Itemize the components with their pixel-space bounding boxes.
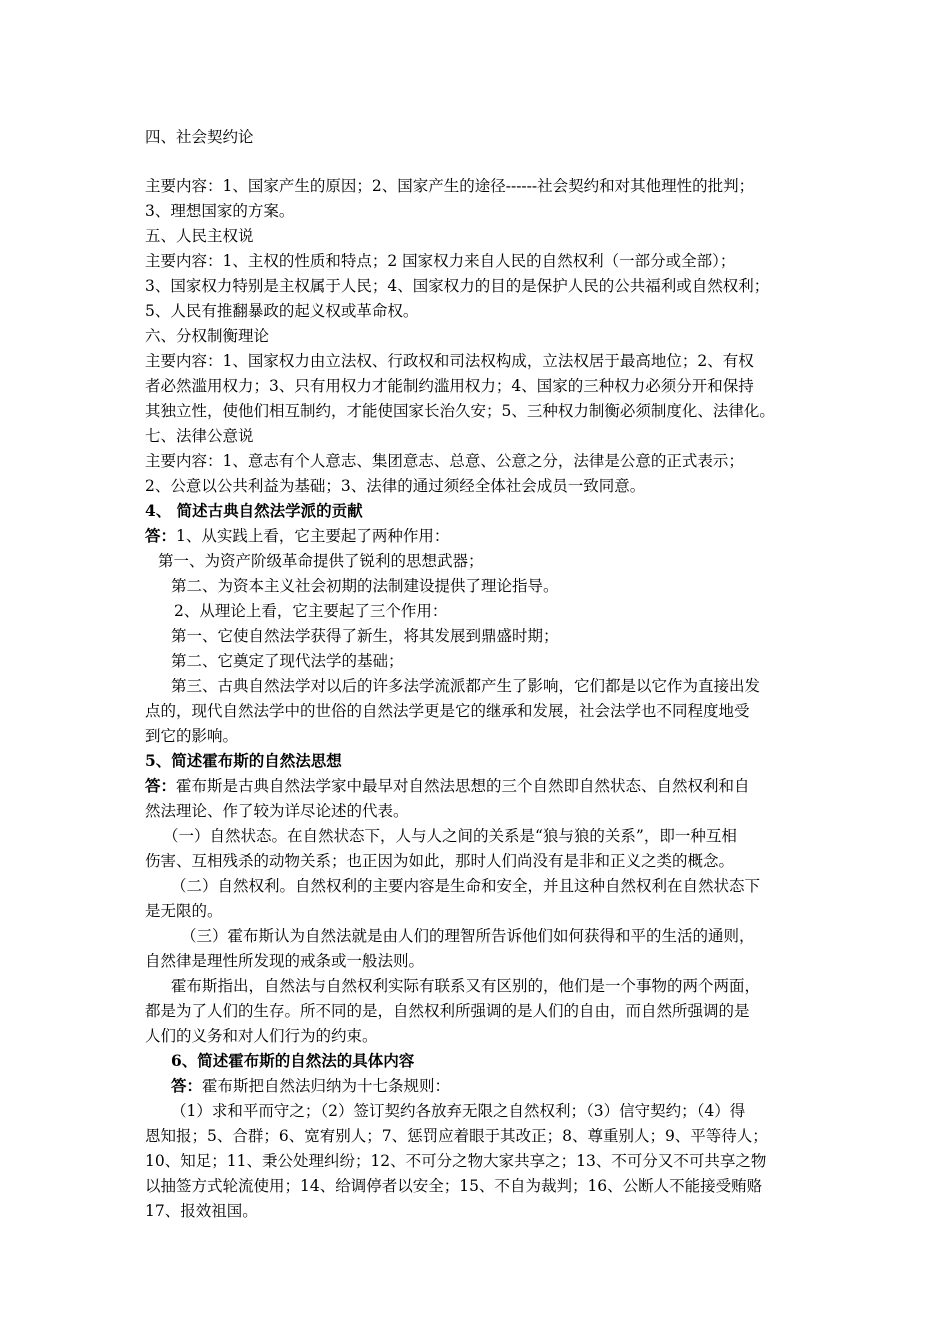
answer-line (145, 524, 449, 548)
document-page (145, 0, 817, 1344)
text-line: 恩知报；5、合群；6、宽宥别人；7、惩罚应着眼于其改正；8、尊重别人；9、平等待人； (145, 1127, 768, 1145)
text-line: 第三、古典自然法学对以后的许多法学流派都产生了影响，它们都是以它作为直接出发 (171, 677, 761, 695)
text-line: 3、国家权力特别是主权属于人民；4、国家权力的目的是保护人民的公共福利或自然权利； (145, 277, 770, 295)
answer-line (145, 774, 750, 798)
text-line: 10、知足；11、秉公处理纠纷；12、不可分之物大家共享之；13、不可分又不可共享之物 (145, 1152, 767, 1170)
answer-text: 霍布斯把自然法归纳为十七条规则： (202, 1077, 451, 1095)
text-line: 主要内容：1、国家权力由立法权、行政权和司法权构成，立法权居于最高地位；2、有权 (145, 352, 754, 370)
text-line: 霍布斯指出，自然法与自然权利实际有联系又有区别的，他们是一个事物的两个两面， (171, 977, 761, 995)
text-line: 然法理论、作了较为详尽论述的代表。 (145, 802, 409, 820)
text-line: 是无限的。 (145, 902, 223, 920)
heading-popular-sovereignty: 五、人民主权说 (145, 227, 254, 245)
text-line: 2、从理论上看，它主要起了三个作用： (174, 602, 448, 620)
text-line: 主要内容：1、国家产生的原因；2、国家产生的途径------社会契约和对其他理性的批判； (145, 177, 755, 195)
answer-label: 答： (145, 776, 177, 795)
answer-label: 答： (145, 526, 177, 545)
text-line: （二）自然权利。自然权利的主要内容是生命和安全，并且这种自然权利在自然状态下 (171, 877, 761, 895)
text-line: 3、理想国家的方案。 (145, 202, 295, 220)
text-line: 伤害、互相残杀的动物关系；也正因为如此，那时人们尚没有是非和正义之类的概念。 (145, 852, 735, 870)
text-line: 主要内容：1、主权的性质和特点；2 国家权力来自人民的自然权利（一部分或全部）； (145, 252, 736, 270)
text-line: 第二、它奠定了现代法学的基础； (171, 652, 404, 670)
text-line: 以抽签方式轮流使用；14、给调停者以安全；15、不自为裁判；16、公断人不能接受贿赂 (145, 1177, 763, 1195)
answer-label: 答： (171, 1076, 203, 1095)
text-line: 5、人民有推翻暴政的起义权或革命权。 (145, 302, 419, 320)
text-line: （三）霍布斯认为自然法就是由人们的理智所告诉他们如何获得和平的生活的通则， (181, 927, 755, 945)
text-line: 都是为了人们的生存。所不同的是，自然权利所强调的是人们的自由，而自然所强调的是 (145, 1002, 750, 1020)
text-line: 第二、为资本主义社会初期的法制建设提供了理论指导。 (171, 577, 559, 595)
heading-general-will: 七、法律公意说 (145, 427, 254, 445)
text-line: 点的，现代自然法学中的世俗的自然法学更是它的继承和发展，社会法学也不同程度地受 (145, 702, 750, 720)
text-line: 2、公意以公共利益为基础；3、法律的通过须经全体社会成员一致同意。 (145, 477, 646, 495)
text-line: 到它的影响。 (145, 727, 239, 745)
text-line: 其独立性，使他们相互制约，才能使国家长治久安；5、三种权力制衡必须制度化、法律化。 (145, 402, 775, 420)
text-line: 人们的义务和对人们行为的约束。 (145, 1027, 378, 1045)
text-line: 第一、它使自然法学获得了新生，将其发展到鼎盛时期； (171, 627, 559, 645)
heading-separation-of-powers: 六、分权制衡理论 (145, 327, 270, 345)
text-line: （1）求和平而守之；（2）签订契约各放弃无限之自然权利；（3）信守契约；（4）得 (171, 1102, 746, 1120)
question-4-title: 4、 简述古典自然法学派的贡献 (145, 501, 363, 520)
text-line: 者必然滥用权力；3、只有用权力才能制约滥用权力；4、国家的三种权力必须分开和保持 (145, 377, 754, 395)
answer-line (171, 1074, 450, 1098)
text-line: 17、报效祖国。 (145, 1202, 258, 1220)
answer-text: 1、从实践上看，它主要起了两种作用： (176, 527, 450, 545)
question-5-title: 5、简述霍布斯的自然法思想 (145, 751, 342, 770)
text-line: （一）自然状态。在自然状态下，人与人之间的关系是“狼与狼的关系”，即一种互相 (163, 827, 737, 845)
heading-social-contract: 四、社会契约论 (145, 128, 254, 146)
answer-text: 霍布斯是古典自然法学家中最早对自然法思想的三个自然即自然状态、自然权利和自 (176, 777, 750, 795)
text-line: 自然律是理性所发现的戒条或一般法则。 (145, 952, 425, 970)
question-6-title: 6、简述霍布斯的自然法的具体内容 (171, 1051, 415, 1070)
text-line: 主要内容：1、意志有个人意志、集团意志、总意、公意之分，法律是公意的正式表示； (145, 452, 744, 470)
text-line: 第一、为资产阶级革命提供了锐利的思想武器； (158, 552, 484, 570)
